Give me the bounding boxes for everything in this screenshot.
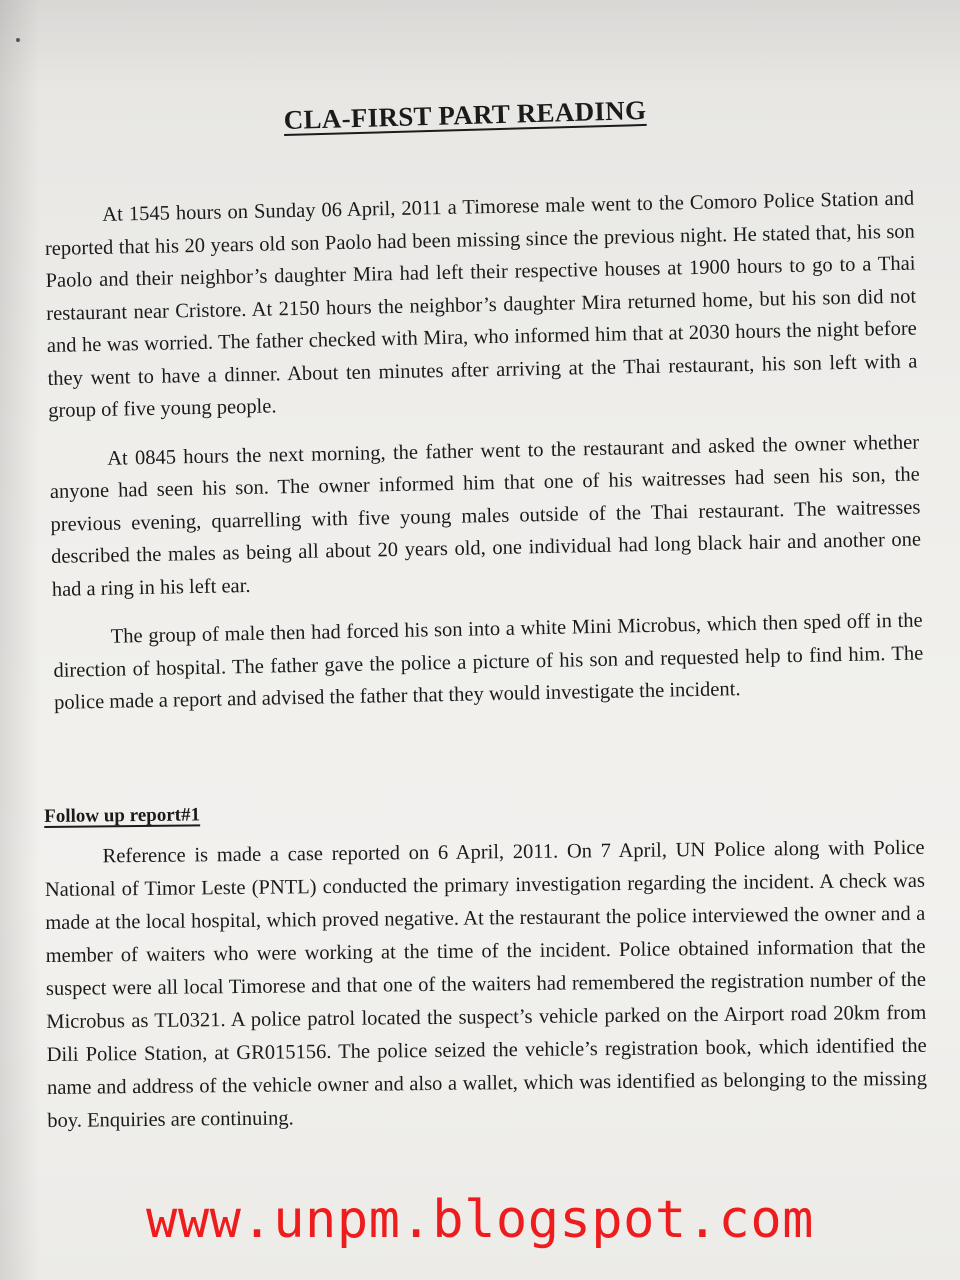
- document-title-text: CLA-FIRST PART READING: [283, 94, 647, 136]
- follow-up-paragraph: Reference is made a case reported on 6 April, 2011. On 7 April, UN Police along with Police National of Timor Leste (PNTL) conducted the primary investigation regarding the incident. A check was made at the local hospital, which proved negative. At the restaurant the police interviewed the owner and a member of waiters who were working at the time of the incident. Police obtained information that the suspect were all local Timorese and that one of the waiters had remembered the registration number of the Microbus as TL0321. A police patrol located the suspect’s vehicle parked on the Airport road 20km from Dili Police Station, at GR015156. The police seized the vehicle’s registration book, which identified the name and address of the vehicle owner and also a wallet, which was identified as belonging to the missing boy. Enquiries are continuing.: [44, 836, 928, 1132]
- page-shadow-top: [0, 0, 960, 90]
- paragraph-2: At 0845 hours the next morning, the father went to the restaurant and asked the owner whether anyone had seen his son. The owner informed him that one of his waitresses had seen his son, the previous evening, quarrelling with five young males outside of the Thai restaurant. The waitresses described the males as being all about 20 years old, one individual had long black hair and another one had a ring in his left ear.: [49, 430, 922, 601]
- watermark-url: www.unpm.blogspot.com: [146, 1190, 814, 1250]
- paragraph-3: The group of male then had forced his son into a white Mini Microbus, which then sped off in the direction of hospital. The father gave the police a picture of his son and requested help to find him. The police made a report and advised the father that they would investigate the incident.: [53, 609, 924, 714]
- paper-mark: [16, 38, 20, 42]
- follow-up-heading: Follow up report#1: [44, 804, 201, 827]
- page-shadow-left: [0, 0, 40, 1280]
- follow-up-section: [44, 791, 927, 1138]
- main-report-body: [44, 183, 924, 720]
- document-title: [0, 87, 930, 144]
- paragraph-1: At 1545 hours on Sunday 06 April, 2011 a Timorese male went to the Comoro Police Station and reported that his 20 years old son Paolo had been missing since the previous night. He stated that, his son Paolo and their neighbor’s daughter Mira had left their respective houses at 1900 hours to go to a Thai restaurant near Cristore. At 2150 hours the neighbor’s daughter Mira returned home, but his son did not and he was worried. The father checked with Mira, who informed him that at 2030 hours the night before they went to have a dinner. About ten minutes after arriving at the Thai restaurant, his son left with a group of five young people.: [44, 187, 918, 422]
